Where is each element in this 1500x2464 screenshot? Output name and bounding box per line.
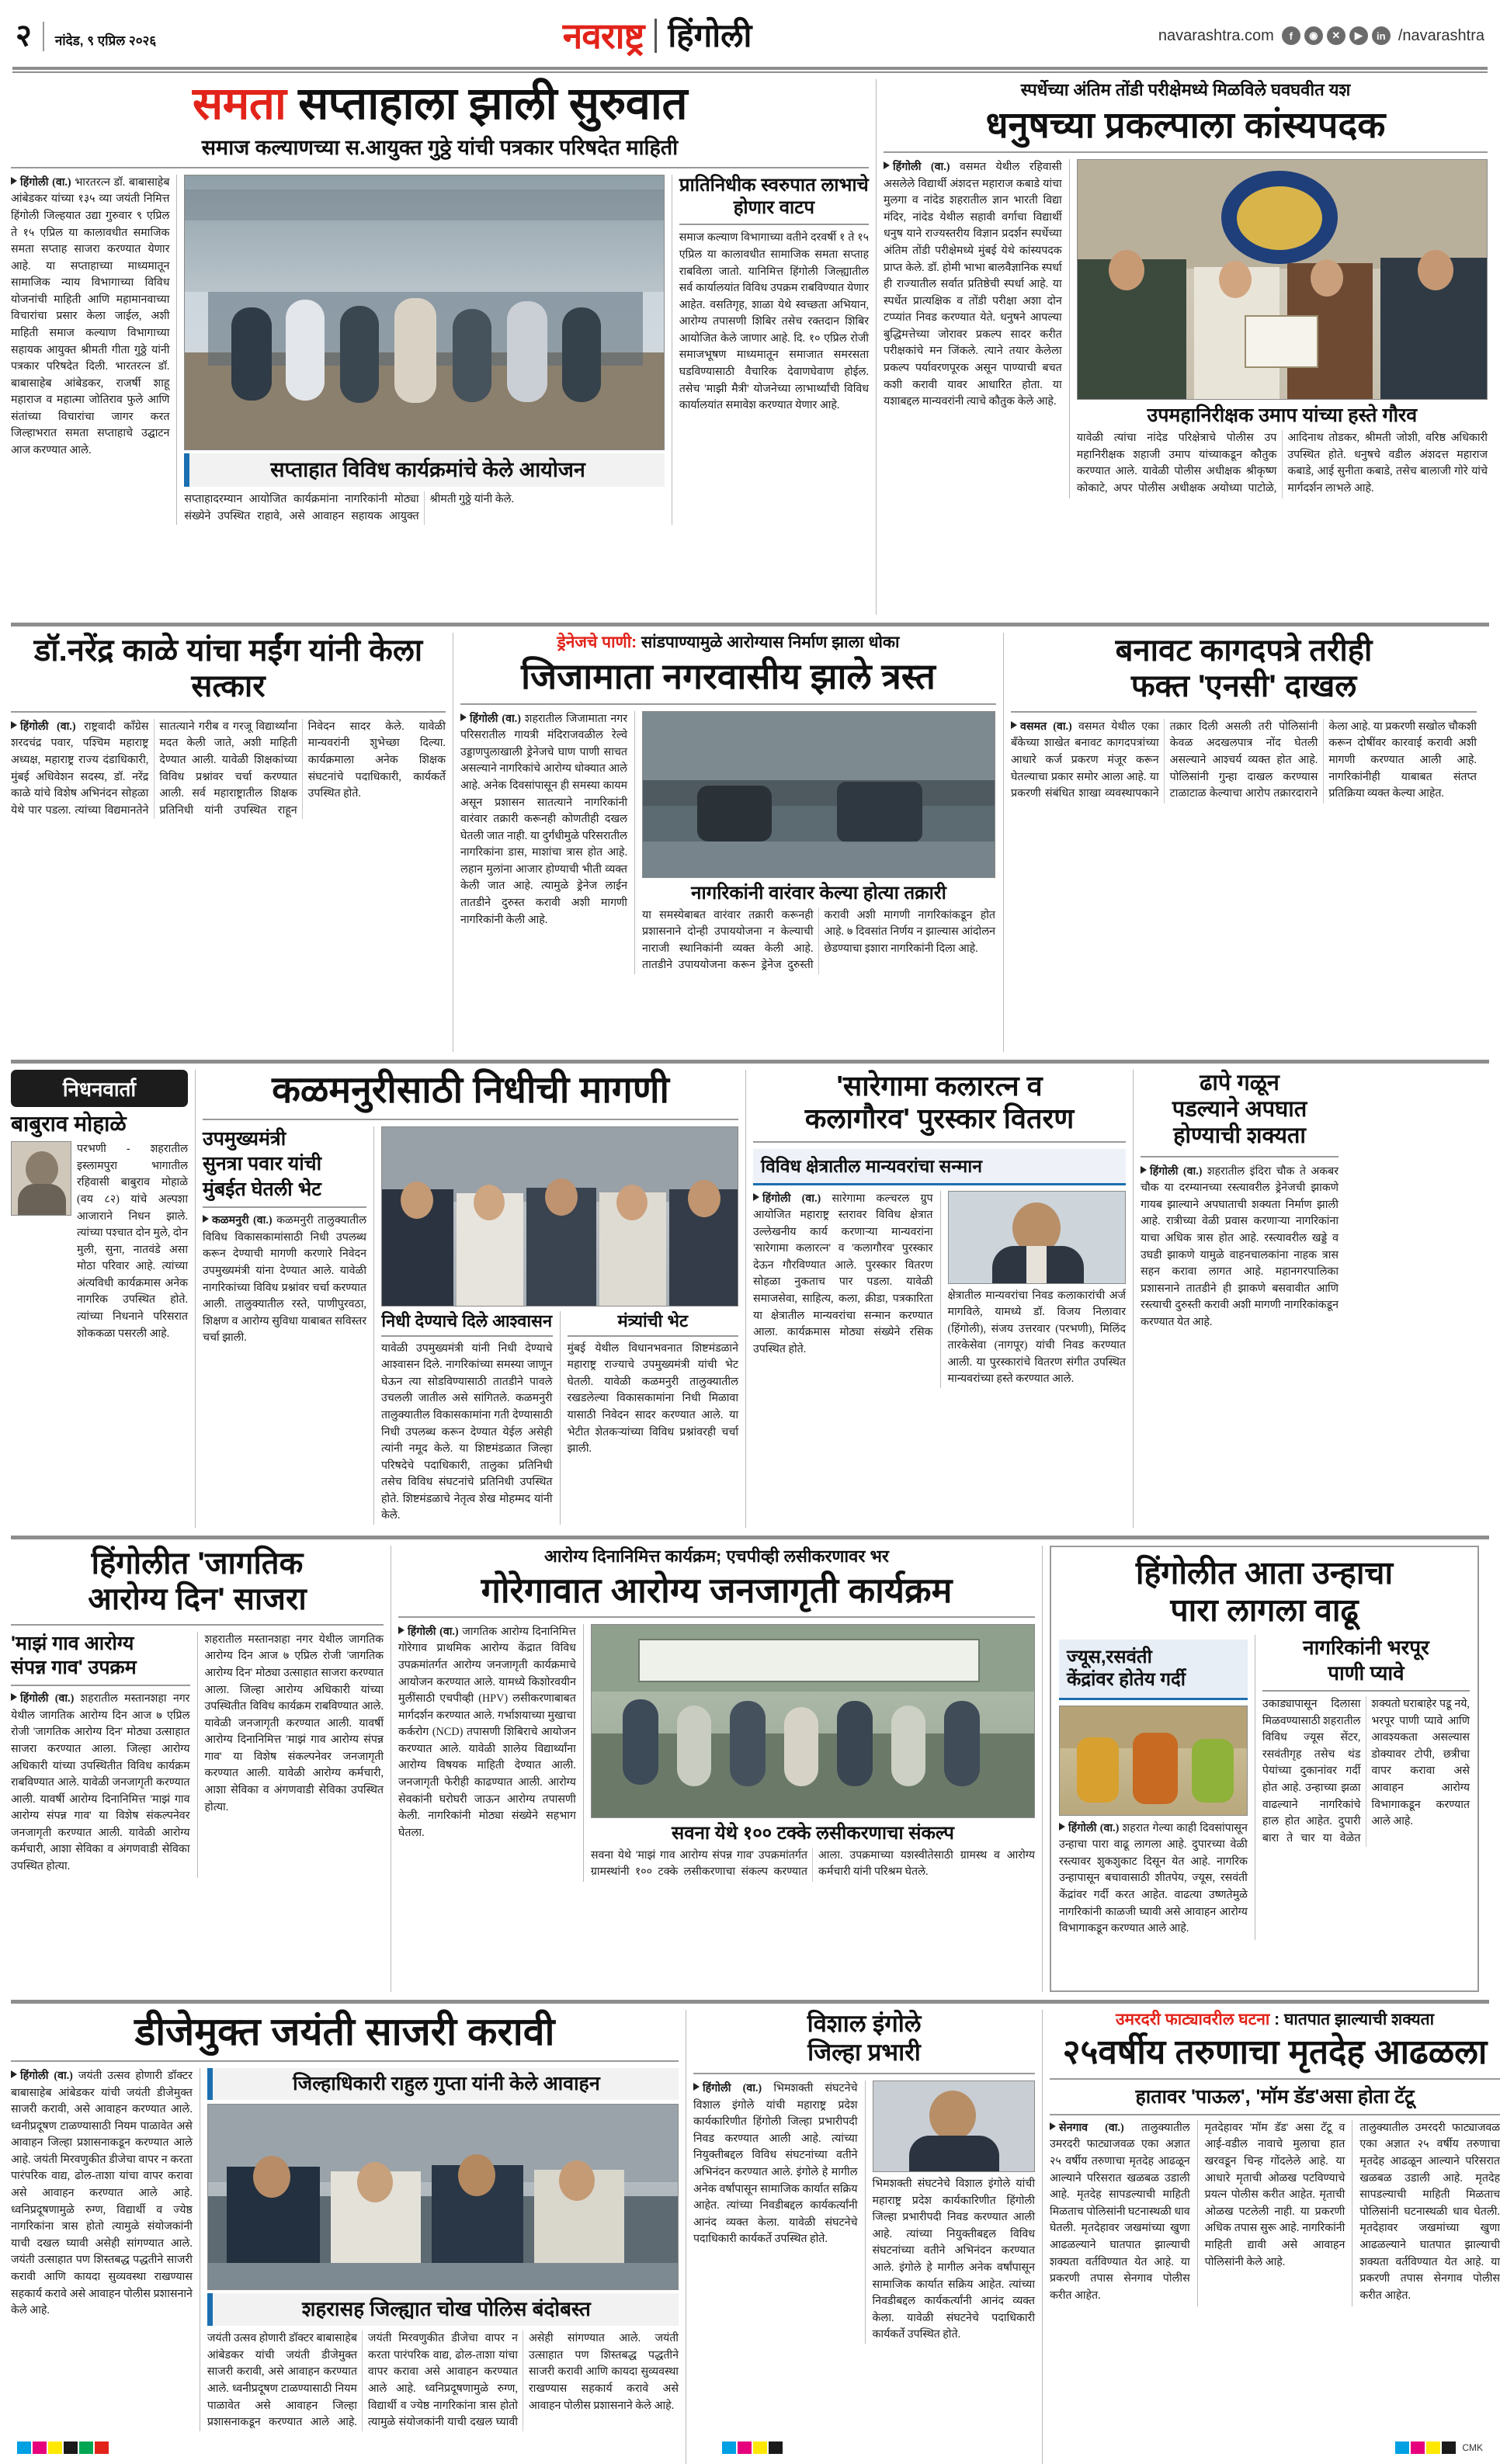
row2-middle-dateline: हिंगोली (वा.) bbox=[470, 712, 521, 725]
row-1 bbox=[11, 79, 1489, 615]
bullet-icon bbox=[1050, 2122, 1056, 2130]
row5-left-cap-bottom: शहरासह जिल्ह्यात चोख पोलिस बंदोबस्त bbox=[302, 2297, 591, 2320]
row4-left-body-a bbox=[11, 1691, 190, 1875]
row4-left-body-dup: शहरातील मस्तानशहा नगर येथील जागतिक आरोग्य दिन आज ७ एप्रिल रोजी 'जागतिक आरोग्य दिन' मोठ्या उत्साहात साजरा करण्यात आला. जिल्हा आरोग्य अधिकारी यांच्या उपस्थितीत विविध कार्यक्रम राबविण्यात आले. यावेळी जनजागृती करण्यात आली. यावर्षी आरोग्य दिनानिमित्त 'माझं गाव आरोग्य संपन्न गाव' या विशेष संकल्पनेवर जनजागृती करण्यात आली. यावेळी आरोग्य कर्मचारी, आशा सेविका व अंगणवाडी सेविका उपस्थित होत्या. bbox=[204, 1633, 384, 1813]
row4-middle-caption: सवना येथे १०० टक्के लसीकरणाचा संकल्प bbox=[672, 1822, 954, 1844]
row4-middle-kicker: आरोग्य दिनानिमित्त कार्यक्रम; एचपीव्ही लसीकरणावर भर bbox=[544, 1546, 889, 1566]
top-right-caption-body: यावेळी त्यांचा नांदेड परिक्षेत्राचे पोलीस उप महानिरीक्षक शहाजी उमाप यांच्याकडून कौतुक करण्यात आले. यावेळी पोलीस अधीक्षक श्रीकृष्ण कोकाटे, अपर पोलीस अधीक्षक अयोध्या पाटोळे, आदिनाथ तोडकर, श्रीमती जोशी, वरिष्ठ अधिकारी उपस्थित होते. धनुषचे वडील अंशदत्त महाराज कबाडे, आई सुनीता कबाडे, तसेच बालाजी गोरे यांचे मार्गदर्शन लाभले आहे. bbox=[1076, 432, 1488, 495]
row4-left-headline-l2: आरोग्य दिन' साजरा bbox=[88, 1582, 307, 1617]
social-handle[interactable]: /navarashtra bbox=[1398, 26, 1484, 44]
row4-right-body-col bbox=[1059, 1820, 1248, 1938]
row2-left-body: राष्ट्रवादी कॉंग्रेस शरदचंद्र पवार, पश्चिम महाराष्ट्र अध्यक्ष, महाराष्ट्र राज्य दंडाधिकारी, मुंबई अधिवेशन सदस्य, डॉ. नरेंद्र काळे यांचे विशेष अभिनंदन सोहळा येथे पार पडला. त्यांच्या विद्यमानतेने सातत्याने गरीब व गरजू विद्यार्थ्यांना मदत केली जाते, अशी माहिती देण्यात आली. यावेळी शिक्षकांच्या विविध प्रश्नांवर चर्चा करण्यात आली. सर्व महाराष्ट्रातील शिक्षक प्रतिनिधी यांनी उपस्थित राहून निवेदन सादर केले. यावेळी मान्यवरांनी शुभेच्छा दिल्या. कार्यक्रमाला अनेक शिक्षक संघटनांचे पदाधिकारी, कार्यकर्ते उपस्थित होते. bbox=[11, 720, 446, 817]
cmyk-label: CMK bbox=[1462, 2442, 1483, 2453]
row3-award-story bbox=[753, 1070, 1126, 1528]
row5-left-body: जयंती उत्सव होणारी डॉक्टर बाबासाहेब आंबेडकर यांची जयंती डीजेमुक्त साजरी करावी, असे आवाहन करण्यात आले. ध्वनीप्रदूषण टाळण्यासाठी नियम पाळावेत असे आवाहन जिल्हा प्रशासनाकडून करण्यात आले आहे. जयंती मिरवणुकीत डीजेचा वापर न करता पारंपरिक वाद्य, ढोल-ताशा यांचा वापर करावा असे आवाहन करण्यात आले आहे. ध्वनिप्रदूषणामुळे रुग्ण, विद्यार्थी व ज्येष्ठ नागरिकांना त्रास होतो त्यामुळे संयोजकांनी याची दखल घ्यावी असेही सांगण्यात आले. जयंती उत्साहात पण शिस्तबद्ध पद्धतीने साजरी करावी आणि कायदा सुव्यवस्था राखण्यास सहकार्य करावे असे आवाहन पोलीस प्रशासनाने केले आहे. bbox=[11, 2070, 193, 2317]
row2-middle-caption-body-cols bbox=[642, 908, 995, 974]
swatch-yellow bbox=[48, 2441, 62, 2454]
swatch-red bbox=[95, 2441, 109, 2454]
lead-photo bbox=[184, 175, 664, 450]
footer-registration-marks bbox=[0, 2438, 1500, 2458]
bullet-icon bbox=[1059, 1823, 1065, 1831]
bullet-icon bbox=[11, 721, 17, 729]
lead-caption-bar bbox=[184, 453, 664, 487]
row5-right-body-col bbox=[1050, 2120, 1190, 2306]
website-url[interactable]: navarashtra.com bbox=[1158, 26, 1274, 44]
bullet-icon bbox=[1141, 1166, 1147, 1174]
row5-left-story bbox=[11, 2010, 679, 2464]
row3-award-person-block bbox=[948, 1191, 1127, 1388]
row3-main-body-text: कळमनुरी तालुक्यातील विविध विकासकामांसाठी निधी उपलब्ध करून देण्याची मागणी करणारे निवेदन उपमुख्यमंत्री यांना देण्यात आले. यावेळी नागरिकांच्या विविध प्रश्नांवर चर्चा करण्यात आली. तालुक्यातील रस्ते, पाणीपुरवठा, शिक्षण व आरोग्य सुविधा याबाबत सविस्तर चर्चा झाली. bbox=[203, 1214, 366, 1345]
row3-main-sub-col bbox=[203, 1126, 366, 1525]
row2-middle-photo-block bbox=[642, 711, 995, 974]
row4-right-sub2-l1: नागरिकांनी भरपूर bbox=[1303, 1636, 1429, 1660]
publication-logo: नवराष्ट्र bbox=[562, 16, 644, 56]
row4-right-sub2-l2: पाणी प्यावे bbox=[1328, 1661, 1405, 1685]
row3-award-sub: विविध क्षेत्रातील मान्यवरांचा सन्मान bbox=[761, 1155, 982, 1176]
lead-body: भारतरत्न डॉ. बाबासाहेब आंबेडकर यांच्या १३५ व्या जयंती निमित्त हिंगोली जिल्हयात उद्या गुरुवार ९ एप्रिल ते १५ एप्रिल या कालावधीत समाजिक समता सप्ताह साजरा करण्यात येणार आहे. या सप्ताहाच्या माध्यमातून सामाजिक न्याय विभागाच्या विविध योजनांची माहिती आणि महामानवाच्या विचारांचा प्रसार केला जाईल, अशी माहिती समाज कल्याण विभागाच्या सहायक आयुक्त श्रीमती गीता गुठ्ठे यांनी पत्रकार परिषदेत दिली. भारतरत्न डॉ. बाबासाहेब आंबेडकर, राजर्षी शाहू महाराज व महात्मा जोतिराव फुले आणि संतांच्या विचारांचा जागर करत जिल्हाभरात समता सप्ताहाचे उद्घाटन आज करण्यात आले. bbox=[11, 175, 170, 457]
row4-right-left-col bbox=[1059, 1635, 1248, 1940]
lead-sidebox-title: प्रातिनिधीक स्वरुपात लाभाचे होणार वाटप bbox=[679, 174, 869, 218]
row2-middle-story bbox=[460, 633, 996, 1052]
lead-body-col bbox=[11, 175, 169, 526]
row4-right-sub-l1: ज्यूस,रसवंती bbox=[1067, 1647, 1152, 1668]
swatch-black-2 bbox=[769, 2441, 783, 2454]
top-right-kicker: स्पर्धेच्या अंतिम तोंडी परीक्षेमध्ये मिळविले घवघवीत यश bbox=[1020, 80, 1351, 99]
row2-divider bbox=[11, 1060, 1489, 1064]
row2-middle-body-col bbox=[460, 711, 627, 974]
row3-sub-b bbox=[568, 1311, 739, 1525]
row2-right-body-cols bbox=[1011, 719, 1477, 803]
bullet-icon bbox=[11, 2070, 17, 2078]
row3-main-dateline: कळमनुरी (वा.) bbox=[212, 1214, 273, 1227]
row5-right-sub: हातावर 'पाऊल', 'मॉम डॅड'असा होता टॅटू bbox=[1135, 2086, 1415, 2108]
swatch-cyan-3 bbox=[1395, 2441, 1409, 2454]
lead-sidebox-body: समाज कल्याण विभागाच्या वतीने दरवर्षी १ ते १५ एप्रिल या कालावधीत सामाजिक समता सप्ताह राबविला जातो. यानिमित्त हिंगोली जिल्ह्यातील सर्व कार्यालयांत विविध उपक्रम राबविण्यात येणार आहेत. वसतिगृह, शाळा येथे स्वच्छता अभियान, आरोग्य तपासणी शिबिर तसेच रक्तदान शिबिर आयोजित केले जाणार आहे. दि. १० एप्रिल रोजी समाजभूषण माध्यमातून समाजात समरसता घडविण्यासाठी वैचारिक देवाणघेवाण होईल. तसेच 'माझी मैत्री' योजनेच्या लाभार्थ्यांची विविध कार्यालयांत समावेश करण्यात येणार आहे. bbox=[679, 231, 869, 412]
top-right-body-col bbox=[884, 159, 1062, 498]
row2-left-dateline: हिंगोली (वा.) bbox=[20, 720, 76, 733]
bullet-icon bbox=[398, 1626, 405, 1634]
row4-right-sub-l2: केंद्रांवर होतेय गर्दी bbox=[1067, 1669, 1186, 1691]
lead-dateline: हिंगोली (वा.) bbox=[20, 175, 71, 189]
row5-right-body: तालुक्यातील उमरदरी फाट्याजवळ एका अज्ञात २५ वर्षीय तरुणाचा मृतदेह आढळून आल्याने परिसरात खळबळ उडाली आहे. मृतदेह सापडल्याची माहिती मिळताच पोलिसांनी घटनास्थळी धाव घेतली. मृतदेहावर जखमांच्या खुणा आढळल्याने घातपात झाल्याची शक्यता वर्तविण्यात येत आहे. या प्रकरणी तपास सेनगाव पोलीस करीत आहेत. bbox=[1050, 2121, 1190, 2302]
row4-right-sub2 bbox=[1262, 1635, 1470, 1685]
row4-middle-body: जागतिक आरोग्य दिनानिमित्त गोरेगाव प्राथमिक आरोग्य केंद्रात विविध उपक्रमांतर्गत आरोग्य जनजागृती कार्यक्रमाचे आयोजन करण्यात आले. यामध्ये किशोरवयीन मुलींसाठी एचपीव्ही (HPV) लसीकरणाबाबत मार्गदर्शन करण्यात आले. गर्भाशयाच्या मुखाचा कर्करोग (NCD) तपासणी शिबिराचे आयोजन करण्यात आले. यावेळी शालेय विद्यार्थ्यांना आरोग्य विषयक माहिती देण्यात आली. जनजागृती फेरीही काढण्यात आली. आरोग्य सेवकांनी घरोघरी जाऊन आरोग्य तपासणी केली. नागरिकांनी मोठ्या संख्येने सहभाग घेतला. bbox=[398, 1625, 576, 1839]
row3-accident-story bbox=[1141, 1070, 1339, 1528]
row3-divider bbox=[11, 1536, 1489, 1539]
row5-right-sub-body: मृतदेहावर 'मॉम डॅड' असा टॅटू व आई-वडील नावाचे मुलाचा हात खरवडून चिन्ह गोंदलेले आहे. या आधारे मृताची ओळख पटविण्याचे प्रयत्न पोलीस करीत आहेत. मृताची ओळख पटलेली नाही. या प्रकरणी अधिक तपास सुरू आहे. नागरिकांनी माहिती द्यावी असे आवाहन पोलिसांनी केले आहे. bbox=[1204, 2121, 1345, 2268]
bullet-icon bbox=[884, 161, 890, 169]
row2-middle-caption-body: या समस्येबाबत वारंवार तक्रारी करूनही प्रशासनाने दोन्ही उपाययोजना न केल्याची नाराजी स्थानिकांनी व्यक्त केली आहे. तातडीने उपाययोजना करून ड्रेनेज दुरुस्ती करावी अशी मागणी नागरिकांकडून होत आहे. ७ दिवसांत निर्णय न झाल्यास आंदोलन छेडण्याचा इशारा नागरिकांनी दिला आहे. bbox=[642, 908, 995, 972]
row4-right-photo bbox=[1059, 1706, 1248, 1816]
swatch-cyan bbox=[17, 2441, 31, 2454]
edition-name: हिंगोली bbox=[668, 17, 752, 54]
row4-right-story bbox=[1050, 1546, 1479, 1992]
top-right-headline: धनुषच्या प्रकल्पाला कांस्यपदक bbox=[985, 103, 1386, 145]
instagram-icon[interactable]: ◉ bbox=[1304, 26, 1323, 45]
obituary-photo bbox=[11, 1141, 71, 1216]
row5-left-cap-bottom-bar bbox=[207, 2293, 679, 2326]
row5-mid-dateline: हिंगोली (वा.) bbox=[703, 2082, 762, 2095]
bullet-icon bbox=[203, 1215, 209, 1223]
swatch-black-3 bbox=[1442, 2441, 1456, 2454]
masthead bbox=[11, 8, 1489, 64]
row3-main-sub-l3: मुंबईत घेतली भेट bbox=[203, 1178, 321, 1200]
lead-rule bbox=[11, 167, 869, 168]
row5-left-cap-top: जिल्हाधिकारी राहुल गुप्ता यांनी केले आवाहन bbox=[293, 2073, 600, 2094]
row4-left-sub-l1: 'माझं गाव आरोग्य bbox=[11, 1632, 134, 1654]
row4-right-sub2-body: उकाड्यापासून दिलासा मिळवण्यासाठी शहरातील विविध ज्यूस सेंटर, रसवंतीगृह तसेच थंड पेयांच्या दुकानांवर गर्दी होत आहे. उन्हाच्या झळा वाढल्याने नागरिकांचे हाल होत आहेत. दुपारी बारा ते चार या वेळेत शक्यतो घराबाहेर पडू नये, भरपूर पाणी प्यावे आणि आवश्यकता असल्यास डोक्यावर टोपी, छत्रीचा वापर करावा असे आवाहन आरोग्य विभागाकडून करण्यात आले आहे. bbox=[1262, 1698, 1470, 1845]
row5-right-kicker-black: : घातपात झाल्याची शक्यता bbox=[1274, 2011, 1435, 2028]
bullet-icon bbox=[693, 2083, 700, 2091]
row4-divider bbox=[11, 2000, 1489, 2004]
obituary-name: बाबुराव मोहाळे bbox=[11, 1112, 127, 1136]
row4-middle-headline: गोरेगावात आरोग्य जनजागृती कार्यक्रम bbox=[481, 1570, 953, 1610]
lead-headline bbox=[11, 79, 869, 130]
lead-headline-red: समता bbox=[192, 78, 286, 129]
obituary-body: परभणी - शहरातील इस्लामपुरा भागातील रहिवासी बाबुराव मोहाळे (वय ८२) यांचे अल्पशा आजाराने निधन झाले. त्यांच्या पश्चात दोन मुले, दोन मुली, सुना, नातवंडे असा मोठा परिवार आहे. त्यांच्या अंत्यविधी कार्यक्रमास अनेक नागरिक उपस्थित होते. त्यांच्या निधनाने परिसरात शोककळा पसरली आहे. bbox=[77, 1143, 188, 1340]
top-right-caption-body-cols bbox=[1077, 430, 1488, 498]
row4-right-headline-l1: हिंगोलीत आता उन्हाचा bbox=[1135, 1555, 1394, 1591]
row-2 bbox=[11, 633, 1489, 1052]
lead-headline-black: सप्ताहाला झाली सुरुवात bbox=[298, 78, 688, 129]
swatch-green bbox=[79, 2441, 93, 2454]
row5-left-extra-cols bbox=[207, 2330, 679, 2431]
row2-middle-caption: नागरिकांनी वारंवार केल्या होत्या तक्रारी bbox=[691, 882, 946, 904]
row3-accident-dateline: हिंगोली (वा.) bbox=[1150, 1164, 1203, 1178]
masthead-right bbox=[1158, 26, 1484, 45]
swatch-yellow-2 bbox=[753, 2441, 767, 2454]
row5-mid-photo-block bbox=[873, 2081, 1036, 2344]
row3-accident-headline-l3: होण्याची शक्यता bbox=[1173, 1123, 1306, 1149]
bullet-icon bbox=[1011, 721, 1017, 729]
row-4 bbox=[11, 1546, 1489, 1992]
row2-left-body-cols bbox=[11, 719, 446, 819]
row5-left-photo-block bbox=[207, 2068, 679, 2431]
row3-main-sub-l1: उपमुख्यमंत्री bbox=[203, 1127, 286, 1150]
row5-right-story bbox=[1050, 2010, 1500, 2464]
row5-mid-photo bbox=[873, 2081, 1036, 2172]
row3-main-photo bbox=[381, 1126, 738, 1307]
row3-award-body-col bbox=[753, 1191, 933, 1388]
row3-accident-headline-l2: पडल्याने अपघात bbox=[1172, 1097, 1307, 1123]
lead-sidebox bbox=[679, 175, 869, 526]
row2-middle-kicker-black: सांडपाण्यामुळे आरोग्यास निर्माण झाला धोका bbox=[641, 633, 900, 651]
row2-left-story bbox=[11, 633, 446, 1052]
row1-divider bbox=[11, 623, 1489, 626]
row3-main-headline: कळमनुरीसाठी निधीची मागणी bbox=[272, 1070, 669, 1111]
obituary-block bbox=[11, 1070, 188, 1528]
row3-main-sub-l2: सुनत्रा पवार यांची bbox=[203, 1153, 322, 1175]
top-right-photo-block bbox=[1077, 159, 1488, 498]
x-icon[interactable]: ✕ bbox=[1327, 26, 1345, 45]
row4-left-body-b bbox=[205, 1632, 384, 1878]
top-right-dateline: हिंगोली (वा.) bbox=[893, 161, 950, 174]
row4-left-sub-col bbox=[11, 1632, 190, 1878]
row5-mid-body: भिमशक्ती संघटनेचे विशाल इंगोले यांची महाराष्ट्र प्रदेश कार्यकारिणीत हिंगोली जिल्हा प्रभारीपदी निवड करण्यात आली आहे. त्यांच्या नियुक्तीबद्दल विविध संघटनांच्या वतीने अभिनंदन करण्यात आले. इंगोले हे मागील अनेक वर्षांपासून सामाजिक कार्यात सक्रिय आहेत. त्यांच्या निवडीबद्दल कार्यकर्त्यांनी आनंद व्यक्त केला. यावेळी संघटनेचे पदाधिकारी कार्यकर्ते उपस्थित होते. bbox=[693, 2082, 858, 2246]
row4-right-subbox bbox=[1059, 1640, 1248, 1700]
swatch-magenta-2 bbox=[738, 2441, 752, 2454]
row5-mid-body-col bbox=[693, 2081, 858, 2344]
youtube-icon[interactable]: ▶ bbox=[1349, 26, 1368, 45]
row4-middle-caption-body-cols bbox=[591, 1848, 1035, 1883]
row3-accident-body: शहरातील इंदिरा चौक ते अकबर चौक या दरम्यानच्या रस्त्यावरील ड्रेनेजची झाकणे गायब झाल्याने अपघाताची शक्यता निर्माण झाली आहे. रात्रीच्या वेळी प्रवास करणाऱ्या नागरिकांना याचा अधिक त्रास होत आहे. रस्त्यावरील खड्डे व उघडी झाकणे यामुळे वाहनचालकांना नाहक त्रास सहन करावा लागत आहे. महानगरपालिका प्रशासनाने तातडीने ही झाकणे बसवावीत आणि रस्त्याची दुरुस्ती करावी अशी मागणी नागरिकांकडून करण्यात येत आहे. bbox=[1141, 1164, 1339, 1328]
row2-middle-kicker bbox=[460, 633, 996, 653]
color-swatches-right-group bbox=[1395, 2441, 1483, 2454]
row5-left-photo bbox=[207, 2104, 679, 2290]
row4-middle-photo bbox=[591, 1624, 1035, 1818]
row4-left-headline bbox=[11, 1546, 384, 1618]
bullet-icon bbox=[11, 1693, 17, 1701]
swatch-magenta-3 bbox=[1411, 2441, 1425, 2454]
row3-sub-b-title: मंत्र्यांची भेट bbox=[617, 1310, 689, 1331]
row4-right-headline bbox=[1059, 1555, 1470, 1629]
row4-middle-caption-body: सवना येथे 'माझं गाव आरोग्य संपन्न गाव' उपक्रमांतर्गत ग्रामस्थांनी १०० टक्के लसीकरणाचा संकल्प करण्यात आला. उपक्रमाच्या यशस्वीतेसाठी ग्रामस्थ व आरोग्य कर्मचारी यांनी परिश्रम घेतले. bbox=[590, 1848, 1035, 1879]
row2-right-headline bbox=[1011, 633, 1477, 705]
row5-right-extra-body: तालुक्यातील उमरदरी फाट्याजवळ एका अज्ञात २५ वर्षीय तरुणाचा मृतदेह आढळून आल्याने परिसरात खळबळ उडाली आहे. मृतदेह सापडल्याची माहिती मिळताच पोलिसांनी घटनास्थळी धाव घेतली. मृतदेहावर जखमांच्या खुणा आढळल्याने घातपात झाल्याची शक्यता वर्तविण्यात येत आहे. या प्रकरणी तपास सेनगाव पोलीस करीत आहेत. bbox=[1359, 2121, 1500, 2302]
row5-right-dateline: सेनगाव (वा.) bbox=[1059, 2121, 1124, 2134]
row3-award-dateline: हिंगोली (वा.) bbox=[762, 1192, 821, 1205]
lead-caption-body: सप्ताहादरम्यान आयोजित कार्यक्रमांना नागरिकांनी मोठ्या संख्येने उपस्थित राहावे, असे आवाहन सहायक आयुक्त श्रीमती गुठ्ठे यांनी केले. bbox=[184, 493, 515, 522]
lead-subhead: समाज कल्याणच्या स.आयुक्त गुठ्ठे यांची पत्रकार परिषदेत माहिती bbox=[201, 135, 679, 159]
row4-left-headline-l1: हिंगोलीत 'जागतिक bbox=[91, 1546, 304, 1581]
swatch-cyan-2 bbox=[722, 2441, 736, 2454]
bullet-icon bbox=[11, 177, 17, 185]
masthead-dateline: नांदेड, ९ एप्रिल २०२६ bbox=[54, 33, 157, 48]
row5-mid-headline-l1: विशाल इंगोले bbox=[807, 2010, 922, 2037]
top-right-caption: उपमहानिरीक्षक उमाप यांच्या हस्ते गौरव bbox=[1147, 404, 1418, 427]
row5-right-extra-col bbox=[1359, 2120, 1500, 2306]
lead-caption-body-cols bbox=[184, 491, 664, 525]
row4-middle-story bbox=[398, 1546, 1035, 1992]
row4-left-dateline: हिंगोली (वा.) bbox=[20, 1692, 75, 1706]
row4-left-body: शहरातील मस्तानशहा नगर येथील जागतिक आरोग्य दिन आज ७ एप्रिल रोजी 'जागतिक आरोग्य दिन' मोठ्या उत्साहात साजरा करण्यात आला. जिल्हा आरोग्य अधिकारी यांच्या उपस्थितीत विविध कार्यक्रम राबविण्यात आले. यावेळी जनजागृती करण्यात आली. यावर्षी आरोग्य दिनानिमित्त 'माझं गाव आरोग्य संपन्न गाव' या विशेष संकल्पनेवर जनजागृती करण्यात आली. यावेळी आरोग्य कर्मचारी, आशा सेविका व अंगणवाडी सेविका उपस्थित होत्या. bbox=[11, 1692, 190, 1873]
row2-middle-headline: जिजामाता नगरवासीय झाले त्रस्त bbox=[521, 656, 936, 697]
masthead-logo-group bbox=[563, 18, 752, 54]
row5-left-body-col bbox=[11, 2068, 193, 2431]
lead-caption: सप्ताहात विविध कार्यक्रमांचे केले आयोजन bbox=[270, 457, 585, 481]
row4-left-sub-l2: संपन्न गाव' उपक्रम bbox=[11, 1657, 137, 1679]
row3-award-body: सारेगामा कल्चरल ग्रुप आयोजित महाराष्ट्र स्तरावर विविध क्षेत्रात उल्लेखनीय कार्य करणाऱ्या मान्यवरांना 'सारेगामा कलारत्न' व 'कलागौरव' पुरस्कार देऊन गौरविण्यात आले. पुरस्कार वितरण सोहळा नुकताच पार पडला. यावेळी समाजसेवा, साहित्य, कला, क्रीडा, पत्रकारिता या क्षेत्रातील मान्यवरांचा सन्मान करण्यात आला. कार्यक्रमास मोठ्या संख्येने रसिक उपस्थित होते. bbox=[753, 1192, 933, 1355]
row3-accident-body-col bbox=[1141, 1164, 1339, 1331]
facebook-icon[interactable]: f bbox=[1282, 26, 1300, 45]
row3-sub-a bbox=[381, 1311, 553, 1525]
row3-sub-a-title: निधी देण्याचे दिले आश्वासन bbox=[381, 1310, 553, 1331]
swatch-black bbox=[64, 2441, 78, 2454]
row2-right-headline-l2: फक्त 'एनसी' दाखल bbox=[1130, 669, 1357, 704]
row5-left-cap-top-bar bbox=[207, 2068, 679, 2100]
row4-middle-body-col bbox=[398, 1624, 576, 1883]
row4-right-headline-l2: पारा लागला वाढू bbox=[1170, 1591, 1359, 1628]
top-right-photo bbox=[1077, 159, 1488, 400]
swatch-yellow-3 bbox=[1426, 2441, 1440, 2454]
row5-right-kicker-red: उमरदरी फाट्यावरील घटना bbox=[1115, 2011, 1270, 2028]
row4-right-body: शहरात गेल्या काही दिवसांपासून उन्हाचा पारा वाढू लागला आहे. दुपारच्या वेळी रस्त्यावर शुकशुकाट दिसून येत आहे. नागरिक उन्हापासून बचावासाठी शीतपेय, ज्यूस, रसवंती केंद्रांवर गर्दी करत आहेत. वाढत्या उष्णतेमुळे नागरिकांनी काळजी घ्यावी असे आवाहन आरोग्य विभागाकडून करण्यात आले आहे. bbox=[1059, 1821, 1248, 1935]
row3-award-headline-l1: 'सारेगामा कलारत्न व bbox=[836, 1070, 1043, 1102]
row3-award-headline bbox=[753, 1070, 1126, 1135]
row3-award-headline-l2: कलागौरव' पुरस्कार वितरण bbox=[804, 1102, 1075, 1134]
row5-right-sub-body-col bbox=[1205, 2120, 1345, 2306]
row3-accident-headline bbox=[1141, 1070, 1339, 1150]
row4-right-sub2-body-cols bbox=[1262, 1696, 1470, 1847]
row3-accident-headline-l1: ढापे गळून bbox=[1200, 1071, 1280, 1095]
row4-left-story bbox=[11, 1546, 384, 1992]
row5-mid-body-dup: भिमशक्ती संघटनेचे विशाल इंगोले यांची महाराष्ट्र प्रदेश कार्यकारिणीत हिंगोली जिल्हा प्रभारीपदी निवड करण्यात आली आहे. त्यांच्या नियुक्तीबद्दल विविध संघटनांच्या वतीने अभिनंदन करण्यात आले. इंगोले हे मागील अनेक वर्षांपासून सामाजिक कार्यात सक्रिय आहेत. त्यांच्या निवडीबद्दल कार्यकर्त्यांनी आनंद व्यक्त केला. यावेळी संघटनेचे पदाधिकारी कार्यकर्ते उपस्थित होते. bbox=[872, 2178, 1035, 2341]
swatch-magenta bbox=[33, 2441, 47, 2454]
row5-mid-headline bbox=[693, 2010, 1035, 2067]
page-number: २ bbox=[16, 19, 32, 53]
row4-left-sub bbox=[11, 1632, 190, 1681]
row-5 bbox=[11, 2010, 1500, 2464]
row2-left-headline: डॉ.नरेंद्र काळे यांचा मईंग यांनी केला सत्कार bbox=[33, 633, 423, 704]
row2-middle-photo bbox=[642, 711, 995, 878]
row-3 bbox=[11, 1070, 1489, 1528]
row3-main-body bbox=[203, 1213, 366, 1347]
row4-right-right-col bbox=[1262, 1635, 1470, 1940]
masthead-rule bbox=[12, 67, 1488, 73]
row3-main-sub bbox=[203, 1126, 366, 1203]
row3-award-subbox bbox=[753, 1149, 1126, 1185]
color-swatches-left bbox=[17, 2441, 109, 2454]
color-swatches-right bbox=[1395, 2441, 1456, 2454]
bullet-icon bbox=[753, 1193, 759, 1201]
row3-main-photo-block bbox=[381, 1126, 738, 1525]
row2-right-headline-l1: बनावट कागदपत्रे तरीही bbox=[1115, 633, 1373, 668]
row5-left-headline: डीजेमुक्त जयंती साजरी करावी bbox=[134, 2010, 555, 2053]
color-swatches-center bbox=[722, 2441, 783, 2454]
row5-mid-headline-l2: जिल्हा प्रभारी bbox=[807, 2038, 921, 2066]
masthead-divider bbox=[43, 22, 44, 51]
row4-middle-dateline: हिंगोली (वा.) bbox=[408, 1625, 459, 1638]
lead-photo-block bbox=[184, 175, 664, 526]
row5-right-headline: २५वर्षीय तरुणाचा मृतदेह आढळला bbox=[1062, 2033, 1488, 2072]
row4-right-sub bbox=[1067, 1646, 1240, 1692]
row3-sub-a-body: यावेळी उपमुख्यमंत्री यांनी निधी देण्याचे आश्वासन दिले. नागरिकांच्या समस्या जाणून घेऊन त्या सोडविण्यासाठी तातडीने पावले उचलली जातील असे सांगितले. कळमनुरी तालुक्यातील विकासकामांना गती देण्यासाठी निधी उपलब्ध करून देण्यात येईल असेही त्यांनी नमूद केले. या शिष्टमंडळात जिल्हा परिषदेचे पदाधिकारी, तालुका प्रतिनिधी तसेच विविध संघटनांचे प्रतिनिधी उपस्थित होते. शिष्टमंडळाचे नेतृत्व शेख मोहम्मद यांनी केले. bbox=[381, 1341, 553, 1522]
row2-right-body: वसमत येथील एका बँकेच्या शाखेत बनावट कागदपत्रांच्या आधारे कर्ज प्रकरण मंजूर करून घेतल्याचा प्रकार समोर आला आहे. या प्रकरणी संबंधित शाखा व्यवस्थापकाने तक्रार दिली असली तरी पोलिसांनी केवळ अदखलपात्र नोंद घेतली असल्याने आश्चर्य व्यक्त होत आहे. पोलिसांनी गुन्हा दाखल करण्यास टाळाटाळ केल्याचा आरोप तक्रारदाराने केला आहे. या प्रकरणी सखोल चौकशी करून दोषींवर कारवाई करावी अशी मागणी करण्यात आली आहे. नागरिकांनीही याबाबत संतप्त प्रतिक्रिया व्यक्त केल्या आहेत. bbox=[1011, 720, 1477, 800]
linkedin-icon[interactable]: in bbox=[1372, 26, 1391, 45]
row5-left-extra-body: जयंती उत्सव होणारी डॉक्टर बाबासाहेब आंबेडकर यांची जयंती डीजेमुक्त साजरी करावी, असे आवाहन करण्यात आले. ध्वनीप्रदूषण टाळण्यासाठी नियम पाळावेत असे आवाहन जिल्हा प्रशासनाकडून करण्यात आले आहे. जयंती मिरवणुकीत डीजेचा वापर न करता पारंपरिक वाद्य, ढोल-ताशा यांचा वापर करावा असे आवाहन करण्यात आले आहे. ध्वनिप्रदूषणामुळे रुग्ण, विद्यार्थी व ज्येष्ठ नागरिकांना त्रास होतो त्यामुळे संयोजकांनी याची दखल घ्यावी असेही सांगण्यात आले. जयंती उत्साहात पण शिस्तबद्ध पद्धतीने साजरी करावी आणि कायदा सुव्यवस्था राखण्यास सहकार्य करावे असे आवाहन पोलीस प्रशासनाने केले आहे. bbox=[207, 2332, 679, 2429]
row5-mid-story bbox=[693, 2010, 1035, 2464]
lead-story bbox=[11, 79, 869, 615]
row2-middle-kicker-red: ड्रेनेजचे पाणी: bbox=[557, 633, 637, 651]
row2-right-story bbox=[1011, 633, 1477, 1052]
social-icons bbox=[1282, 26, 1391, 45]
bullet-icon bbox=[460, 713, 467, 721]
row2-middle-body: शहरातील जिजामाता नगर परिसरातील गायत्री मंदिराजवळील रेल्वे उड्डाणपुलाखाली ड्रेनेजचे घाण पाणी साचत असल्याने नागरिकांचे आरोग्य धोक्यात आले आहे. अनेक दिवसांपासून ही समस्या कायम असून प्रशासन सातत्याने नागरिकांनी वारंवार तक्रारी करूनही कोणतीही दखल घेतली जात नाही. या दुर्गंधीमुळे परिसरातील नागरिकांना डास, माशांचा त्रास होत आहे. लहान मुलांना आजार होण्याची भीती व्यक्त केली जात आहे. त्यामुळे ड्रेनेज लाईन तातडीने दुरुस्त करावी अशी मागणी नागरिकांनी केली आहे. bbox=[460, 712, 627, 926]
top-right-body: वसमत येथील रहिवासी असलेले विद्यार्थी अंशदत्त महाराज कबाडे यांचा मुलगा व नांदेड शहरातील ज्ञान भारती विद्या मंदिर, नांदेड येथील सहावी वर्गाचा विद्यार्थी धनुष याने राज्यस्तरीय विज्ञान प्रदर्शन स्पर्धेच्या अंतिम तोंडी परीक्षेमध्ये मुंबई येथे कांस्यपदक प्राप्त केले. डॉ. होमी भाभा बालवैज्ञानिक स्पर्धा ही राज्यातील सर्वात प्रतिष्ठेची स्पर्धा आहे. या स्पर्धेत प्रात्यक्षिक व तोंडी परीक्षा अशा दोन टप्प्यांत निवड करण्यात येते. धनुषने आपल्या बुद्धिमत्तेच्या जोरावर प्रकल्प सादर करीत परीक्षकांचे मन जिंकले. त्याने तयार केलेला प्रकल्प पर्यावरणपूरक असून पाण्याची बचत कशी करावी यावर आधारित होता. या यशाबद्दल मान्यवरांनी त्याचे कौतुक केले आहे. bbox=[884, 161, 1062, 408]
top-right-story bbox=[884, 79, 1488, 615]
obituary-badge: निधनवार्ता bbox=[11, 1070, 188, 1107]
masthead-left bbox=[16, 20, 156, 51]
row5-right-kicker bbox=[1050, 2010, 1500, 2030]
row3-award-person-caption: क्षेत्रातील मान्यवरांचा निवड कलाकारांची अर्ज मागविले, यामध्ये डॉ. विजय निलावार (हिंगोली), संजय उत्तरवार (परभणी), मिलिंद तारकेसेवा (नागपूर) यांची निवड करण्यात आली. या पुरस्कारांचे वितरण संगीत उपस्थित मान्यवरांच्या हस्ते करण्यात आले. bbox=[947, 1289, 1126, 1386]
row3-main-story bbox=[203, 1070, 738, 1528]
row4-middle-photo-block bbox=[591, 1624, 1035, 1883]
row3-sub-b-body: मुंबई येथील विधानभवनात शिष्टमंडळाने महाराष्ट्र राज्याचे उपमुख्यमंत्री यांची भेट घेतली. यावेळी कळमनुरी तालुक्यातील रखडलेल्या विकासकामांना निधी मिळावा यासाठी निवेदन सादर करण्यात आले. या भेटीत शेतकऱ्यांच्या विविध प्रश्नांवरही चर्चा झाली. bbox=[567, 1341, 738, 1456]
logo-separator bbox=[655, 19, 657, 53]
row5-left-dateline: हिंगोली (वा.) bbox=[20, 2070, 73, 2082]
row4-right-dateline: हिंगोली (वा.) bbox=[1068, 1821, 1120, 1834]
row3-award-photo bbox=[948, 1191, 1127, 1284]
row2-right-dateline: वसमत (वा.) bbox=[1020, 720, 1072, 733]
